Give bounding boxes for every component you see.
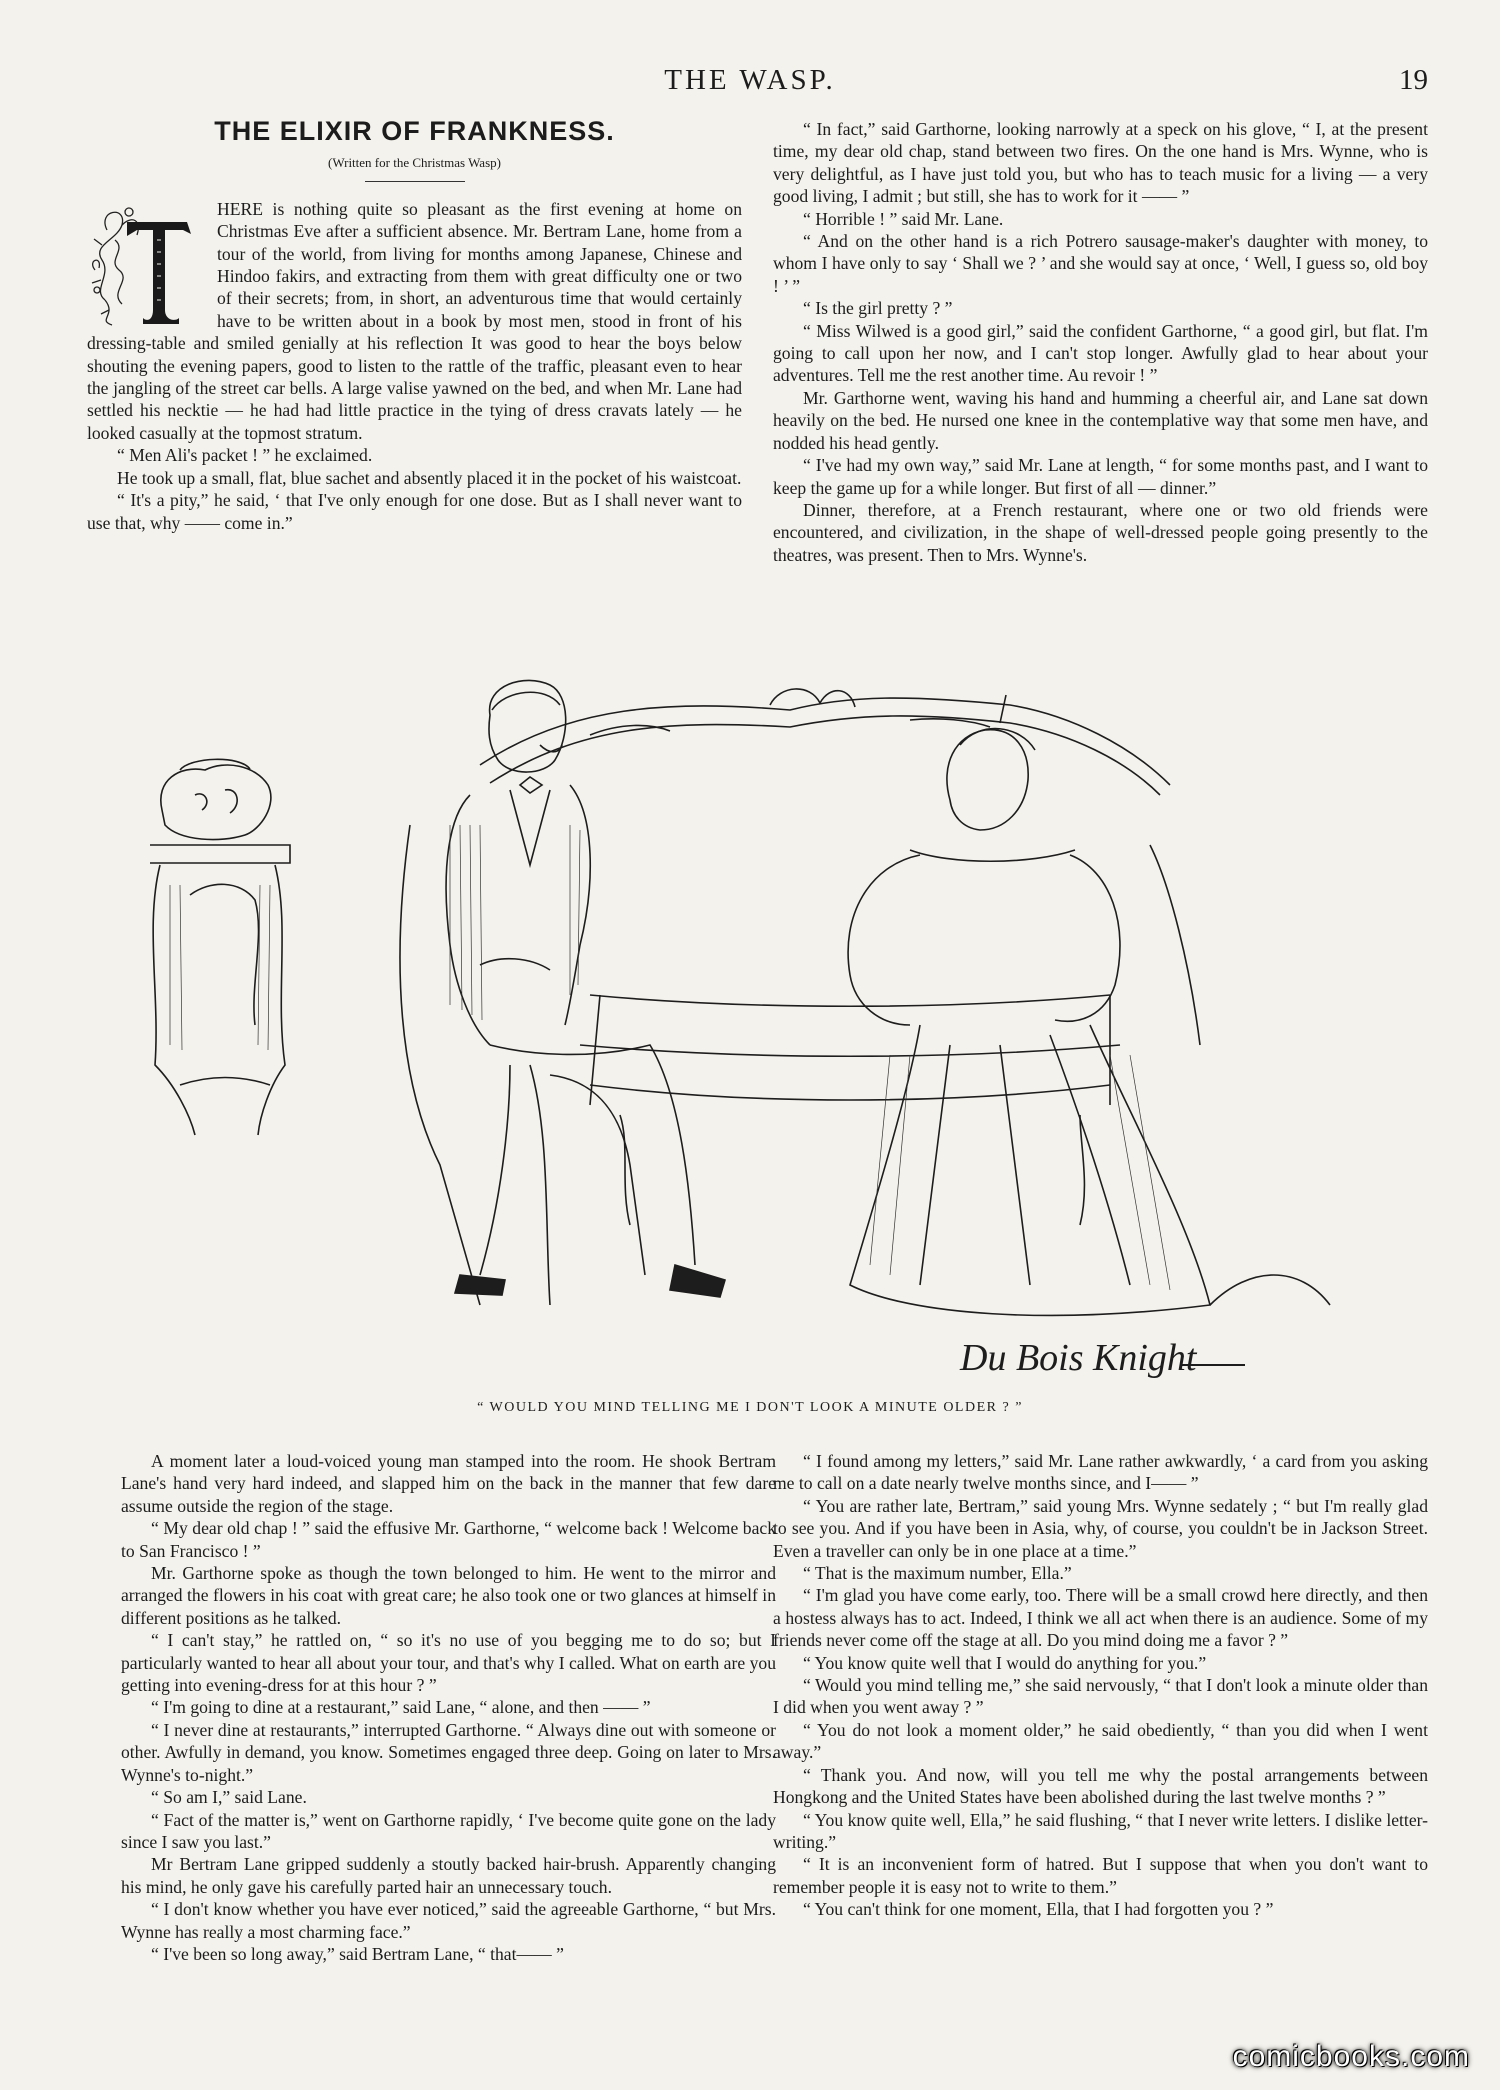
paragraph: “ My dear old chap ! ” said the effusive Mr. Garthorne, “ welcome back ! Welcome back to San Francisco ! ” <box>121 1518 776 1561</box>
paragraph: Mr. Garthorne went, waving his hand and humming a cheerful air, and Lane sat down heavily on the bed. He nursed one knee in the contemplative way that some men have, and nodded his head gently. <box>773 387 1428 453</box>
paragraph: “ You know quite well that I would do anything for you.” <box>803 1652 1207 1673</box>
paragraph: “ Horrible ! ” said Mr. Lane. <box>803 208 1004 229</box>
paragraph: “ I don't know whether you have ever noticed,” said the agreeable Garthorne, “ but Mrs. Wynne has really a most charming face.” <box>121 1899 776 1942</box>
paragraph: “ Is the girl pretty ? ” <box>803 298 953 319</box>
paragraph: “ I can't stay,” he rattled on, “ so it's no use of you begging me to do so; but I particularly wanted to hear all about your tour, and that's why I called. What on earth are you getting into evening-dress for at this hour ? ” <box>121 1630 776 1696</box>
paragraph: “ I'm going to dine at a restaurant,” said Lane, “ alone, and then —— ” <box>151 1697 651 1718</box>
paragraph: Mr Bertram Lane gripped suddenly a stoutly backed hair-brush. Apparently changing his mind, he only gave his carefully parted hair an unnecessary touch. <box>121 1854 776 1897</box>
paragraph: “ That is the maximum number, Ella.” <box>803 1563 1072 1584</box>
paragraph: “ I'm glad you have come early, too. There will be a small crowd here directly, and then a hostess always has to act. Indeed, I think we all act when there is an audience. Some of my friends never come off the stage at all. Do you mind doing me a favor ? ” <box>773 1585 1428 1651</box>
paragraph: “ I've had my own way,” said Mr. Lane at length, “ for some months past, and I want to keep the game up for a while longer. But first of all — dinner.” <box>773 455 1428 498</box>
paragraph: “ And on the other hand is a rich Potrero sausage-maker's daughter with money, to whom I have only to say ‘ Shall we ? ’ and she would say at once, ‘ Well, I guess so, old boy ! ’ ” <box>773 231 1428 296</box>
dropcap-letter: T <box>147 283 148 285</box>
paragraph: “ You can't think for one moment, Ella, that I had forgotten you ? ” <box>803 1899 1274 1920</box>
page-header <box>0 64 1500 104</box>
illustration-signature: Du Bois Knight <box>960 1337 1197 1379</box>
running-head: THE WASP. <box>664 64 836 96</box>
paragraph: “ It's a pity,” he said, ‘ that I've only enough for one dose. But as I shall never want to use that, why —— come in.” <box>87 490 742 533</box>
article-column-bottom-right <box>773 1450 1428 1921</box>
paragraph: HERE is nothing quite so pleasant as the first evening at home on Christmas Eve after a sufficient absence. Mr. Bertram Lane, home from a tour of the world, from living for months among Japanese, Chinese and Hindoo fakirs, and extracting from them with great difficulty one or two of their secrets; from, in short, an adventurous time that would certainly have to be written about in a book by most men, stood in front of his dressing-table and smiled genially at his reflection It was good to hear the boys below shouting the evening papers, good to listen to the rattle of the traffic, pleasant even to hear the jangling of the street car bells. A large valise yawned on the bed, and when Mr. Lane had settled his necktie — he had had little practice in the tying of dress cravats lately — he looked casually at the topmost stratum. <box>87 198 742 443</box>
paragraph: “ You do not look a moment older,” he said obediently, “ than you did when I went away.” <box>773 1719 1428 1763</box>
paragraph: “ Miss Wilwed is a good girl,” said the confident Garthorne, “ a good girl, but flat. I'm going to call upon her now, and I can't stop longer. Awfully glad to hear about your adventures. Tell me the rest another time. Au revoir ! ” <box>773 320 1428 386</box>
title-rule <box>365 181 465 182</box>
article-column-bottom-left <box>121 1450 776 1965</box>
article-column-top-right <box>773 118 1428 566</box>
watermark-logo: comicbooks.com <box>1232 2040 1470 2073</box>
decorative-dropcap <box>87 200 205 328</box>
paragraph: “ In fact,” said Garthorne, looking narrowly at a speck on his glove, “ I, at the present time, my dear old chap, stand between two fires. On the one hand is Mrs. Wynne, who is very delightful, as I have just told you, but who has to teach music for a living — a very good living, I admit ; but still, she has to work for it —— ” <box>773 119 1428 207</box>
paragraph: “ I never dine at restaurants,” interrupted Garthorne. “ Always dine out with someone or other. Awfully in demand, you know. Sometimes engaged three deep. Going on later to Mrs. Wynne's to-night.” <box>121 1719 776 1785</box>
paragraph: “ I've been so long away,” said Bertram Lane, “ that—— ” <box>151 1943 564 1964</box>
paragraph: “ It is an inconvenient form of hatred. But I suppose that when you don't want to remember people it is easy not to write to them.” <box>773 1854 1428 1897</box>
paragraph: “ You know quite well, Ella,” he said flushing, “ that I never write letters. I dislike letter-writing.” <box>773 1809 1428 1852</box>
paragraph: “ Fact of the matter is,” went on Garthorne rapidly, ‘ I've become quite gone on the lady since I saw you last.” <box>121 1809 776 1852</box>
article-byline: (Written for the Christmas Wasp) <box>328 155 501 171</box>
paragraph: “ So am I,” said Lane. <box>151 1787 307 1808</box>
page-number: 19 <box>1399 64 1428 96</box>
paragraph: “ Thank you. And now, will you tell me why the postal arrangements between Hongkong and the United States have been abolished during the last twelve months ? ” <box>773 1764 1428 1808</box>
article-title: THE ELIXIR OF FRANKNESS. <box>214 116 615 146</box>
paragraph: He took up a small, flat, blue sachet and absently placed it in the pocket of his waistcoat. <box>117 467 742 488</box>
illustration-caption: “ WOULD YOU MIND TELLING ME I DON'T LOOK A MINUTE OLDER ? ” <box>477 1400 1023 1415</box>
paragraph: “ Men Ali's packet ! ” he exclaimed. <box>117 445 373 466</box>
paragraph: “ You are rather late, Bertram,” said young Mrs. Wynne sedately ; “ but I'm really glad to see you. And if you have been in Asia, why, of course, you couldn't be in Jackson Street. Even a traveller can only be in one place at a time.” <box>773 1495 1428 1561</box>
paragraph: “ I found among my letters,” said Mr. Lane rather awkwardly, ‘ a card from you asking me to call on a date nearly twelve months since, and I—— ” <box>773 1451 1428 1494</box>
illustration-conversation <box>150 665 1350 1395</box>
paragraph: Mr. Garthorne spoke as though the town belonged to him. He went to the mirror and arranged the flowers in his coat with great care; he also took one or two glances at himself in different positions as he talked. <box>121 1563 776 1628</box>
paragraph: “ Would you mind telling me,” she said nervously, “ that I don't look a minute older than I did when you went away ? ” <box>773 1675 1428 1718</box>
article-column-top-left <box>87 118 742 534</box>
paragraph: Dinner, therefore, at a French restaurant, where one or two old friends were encountered, and civilization, in the shape of well-dressed people going presently to the theatres, was present. Then to Mrs. Wynne's. <box>773 499 1428 565</box>
paragraph: A moment later a loud-voiced young man stamped into the room. He shook Bertram Lane's hand very hard indeed, and slapped him on the back in the manner that few dare assume outside the region of the stage. <box>121 1451 776 1516</box>
